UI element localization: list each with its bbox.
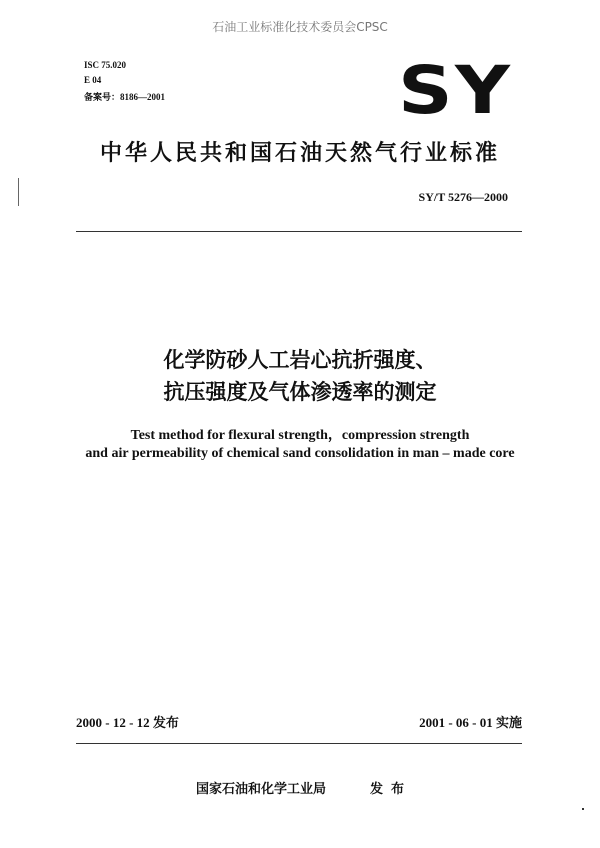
bottom-rule xyxy=(76,743,522,744)
publish-date: 2000 - 12 - 12 发布 xyxy=(76,715,179,730)
ics-code: ISC 75.020 xyxy=(84,60,127,70)
title-zh-line2: 抗压强度及气体渗透率的测定 xyxy=(163,380,437,404)
standard-code: SY/T 5276—2000 xyxy=(418,190,508,204)
effective-date: 2001 - 06 - 01 实施 xyxy=(419,715,522,730)
title-en-line2: and air permeability of chemical sand consolidation in man – made core xyxy=(85,446,515,461)
record-number: 备案号：8186—2001 xyxy=(84,92,166,102)
watermark: 石油工业标准化技术委员会CPSC xyxy=(212,20,388,34)
standard-type: 中华人民共和国石油天然气行业标准 xyxy=(99,141,500,166)
top-rule xyxy=(76,231,522,232)
issue-label: 发布 xyxy=(370,782,413,797)
margin-mark xyxy=(18,178,19,206)
scan-dot xyxy=(582,808,584,810)
title-zh-line1: 化学防砂人工岩心抗折强度、 xyxy=(163,348,437,372)
title-en-line1: Test method for flexural strength，compression strength xyxy=(130,428,470,443)
sy-logo: SY xyxy=(398,52,513,129)
classification: E 04 xyxy=(84,75,102,85)
issuer: 国家石油和化学工业局 xyxy=(196,782,327,797)
